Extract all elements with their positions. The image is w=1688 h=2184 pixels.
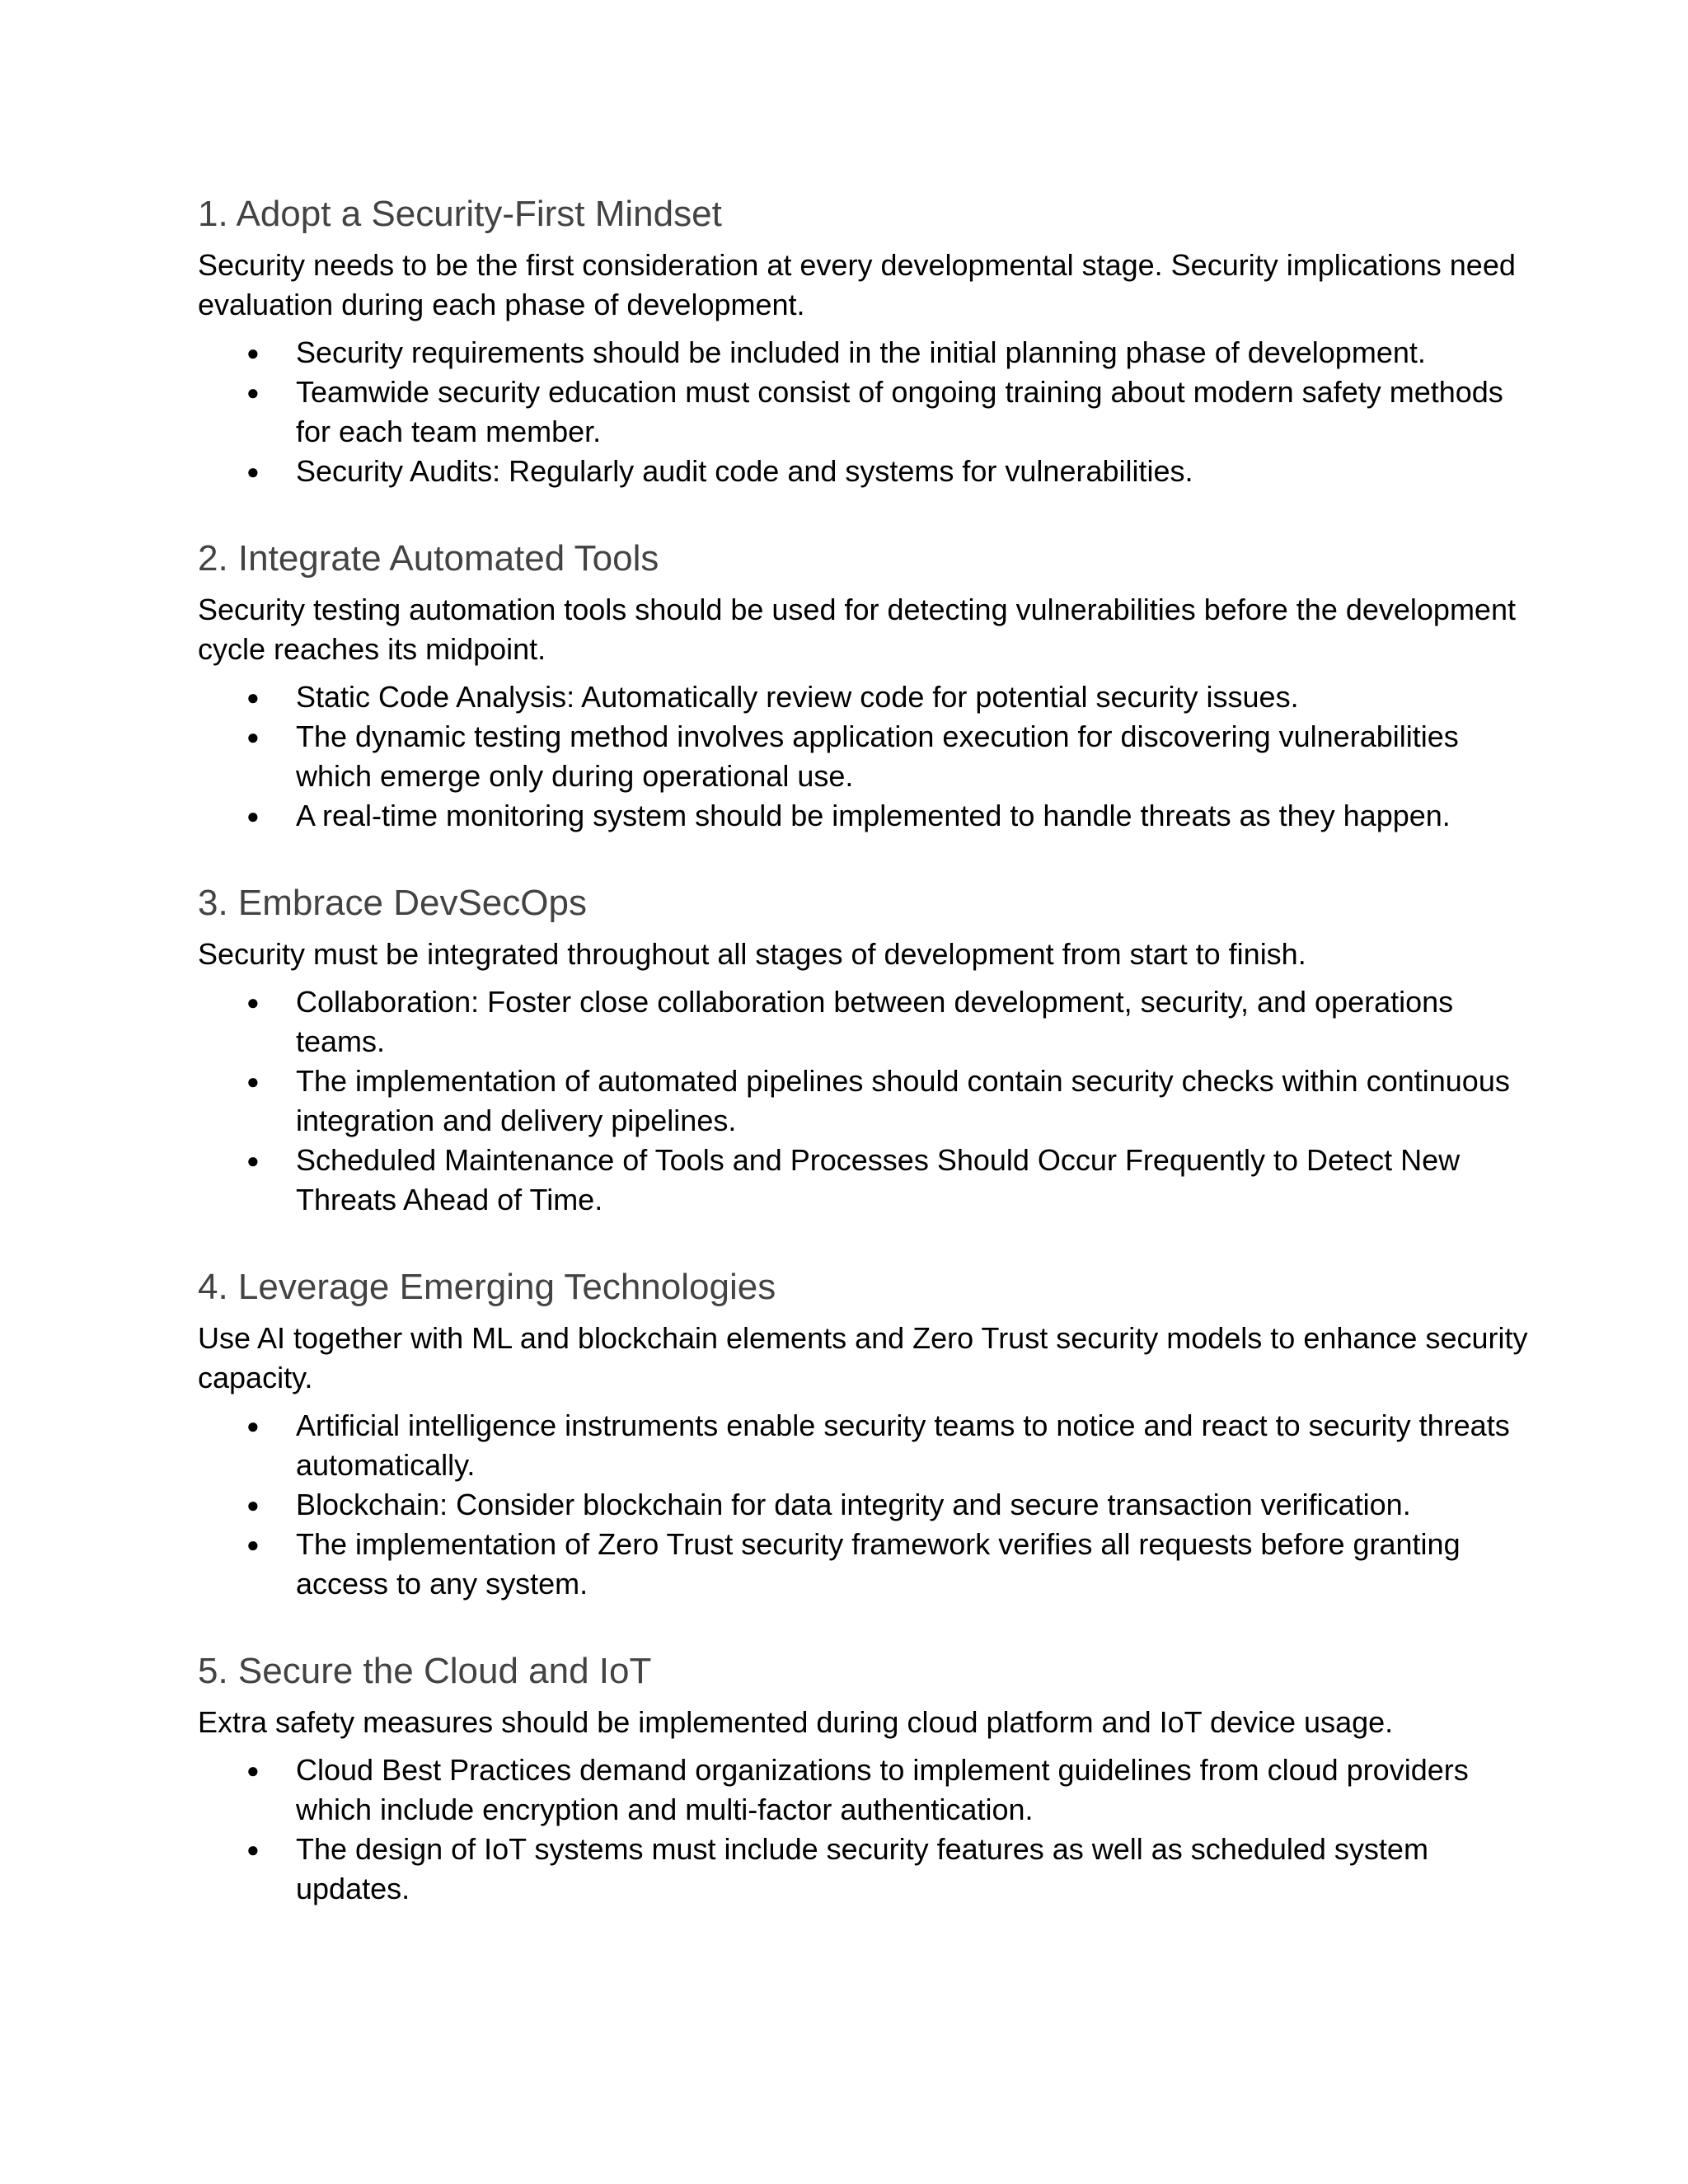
bullet-item [198, 1525, 1533, 1604]
bullet-icon: ● [246, 685, 260, 710]
section-3 [198, 880, 1533, 1220]
bullet-list [198, 982, 1533, 1220]
section-intro: Security must be integrated throughout all stages of development from start to finish. [198, 937, 1306, 971]
bullet-icon: ● [246, 804, 260, 828]
bullet-list [198, 333, 1533, 491]
bullet-text: Collaboration: Foster close collaboration between development, security, and operations teams. [296, 985, 1454, 1058]
bullet-text: Blockchain: Consider blockchain for data integrity and secure transaction verification. [296, 1488, 1411, 1521]
section-intro: Security needs to be the first consideration at every developmental stage. Security implications need evaluation during each phase of development. [198, 248, 1516, 321]
document-page [198, 191, 1533, 1953]
bullet-item [198, 373, 1533, 452]
section-intro: Extra safety measures should be implemented during cloud platform and IoT device usage. [198, 1705, 1394, 1739]
bullet-icon: ● [246, 1493, 260, 1517]
bullet-icon: ● [246, 1069, 260, 1094]
bullet-icon: ● [246, 459, 260, 484]
bullet-item [198, 1406, 1533, 1485]
section-heading: 2. Integrate Automated Tools [198, 538, 659, 579]
bullet-icon: ● [246, 1837, 260, 1862]
bullet-icon: ● [246, 1532, 260, 1557]
bullet-text: The implementation of Zero Trust security framework verifies all requests before granting access to any system. [296, 1527, 1461, 1601]
section-intro: Use AI together with ML and blockchain elements and Zero Trust security models to enhance security capacity. [198, 1321, 1528, 1394]
section-5 [198, 1648, 1533, 1909]
bullet-list [198, 1750, 1533, 1909]
bullet-item [198, 1750, 1533, 1830]
section-heading: 5. Secure the Cloud and IoT [198, 1651, 652, 1691]
bullet-icon: ● [246, 1413, 260, 1438]
bullet-list [198, 1406, 1533, 1604]
bullet-list [198, 677, 1533, 836]
bullet-item [198, 333, 1533, 373]
bullet-icon: ● [246, 380, 260, 405]
section-intro: Security testing automation tools should be used for detecting vulnerabilities before the development cycle reaches its midpoint. [198, 593, 1516, 666]
bullet-icon: ● [246, 724, 260, 749]
bullet-icon: ● [246, 1758, 260, 1783]
bullet-icon: ● [246, 340, 260, 365]
bullet-icon: ● [246, 1148, 260, 1173]
bullet-item [198, 452, 1533, 491]
bullet-item [198, 677, 1533, 717]
bullet-text: The dynamic testing method involves application execution for discovering vulnerabilities which emerge only during operational use. [296, 719, 1459, 793]
bullet-text: Cloud Best Practices demand organizations to implement guidelines from cloud providers which include encryption and multi-factor authentication. [296, 1753, 1469, 1826]
bullet-item [198, 1830, 1533, 1909]
section-1 [198, 191, 1533, 491]
bullet-item [198, 1062, 1533, 1141]
section-2 [198, 536, 1533, 836]
bullet-text: A real-time monitoring system should be implemented to handle threats as they happen. [296, 799, 1451, 832]
bullet-item [198, 982, 1533, 1062]
section-heading: 3. Embrace DevSecOps [198, 883, 587, 923]
bullet-text: Security requirements should be included in the initial planning phase of development. [296, 335, 1426, 369]
section-heading: 1. Adopt a Security-First Mindset [198, 194, 722, 234]
bullet-item [198, 1485, 1533, 1525]
bullet-text: Security Audits: Regularly audit code and systems for vulnerabilities. [296, 454, 1193, 488]
bullet-icon: ● [246, 990, 260, 1015]
bullet-text: Teamwide security education must consist of ongoing training about modern safety methods for each team member. [296, 375, 1503, 448]
bullet-text: The implementation of automated pipelines should contain security checks within continuous integration and delivery pipelines. [296, 1064, 1510, 1137]
bullet-item [198, 717, 1533, 796]
section-heading: 4. Leverage Emerging Technologies [198, 1267, 776, 1307]
bullet-text: Artificial intelligence instruments enable security teams to notice and react to security threats automatically. [296, 1408, 1510, 1482]
bullet-text: Static Code Analysis: Automatically review code for potential security issues. [296, 680, 1299, 714]
bullet-text: Scheduled Maintenance of Tools and Processes Should Occur Frequently to Detect New Threats Ahead of Time. [296, 1143, 1461, 1216]
bullet-item [198, 796, 1533, 836]
section-4 [198, 1264, 1533, 1604]
bullet-text: The design of IoT systems must include security features as well as scheduled system updates. [296, 1832, 1428, 1905]
bullet-item [198, 1141, 1533, 1220]
